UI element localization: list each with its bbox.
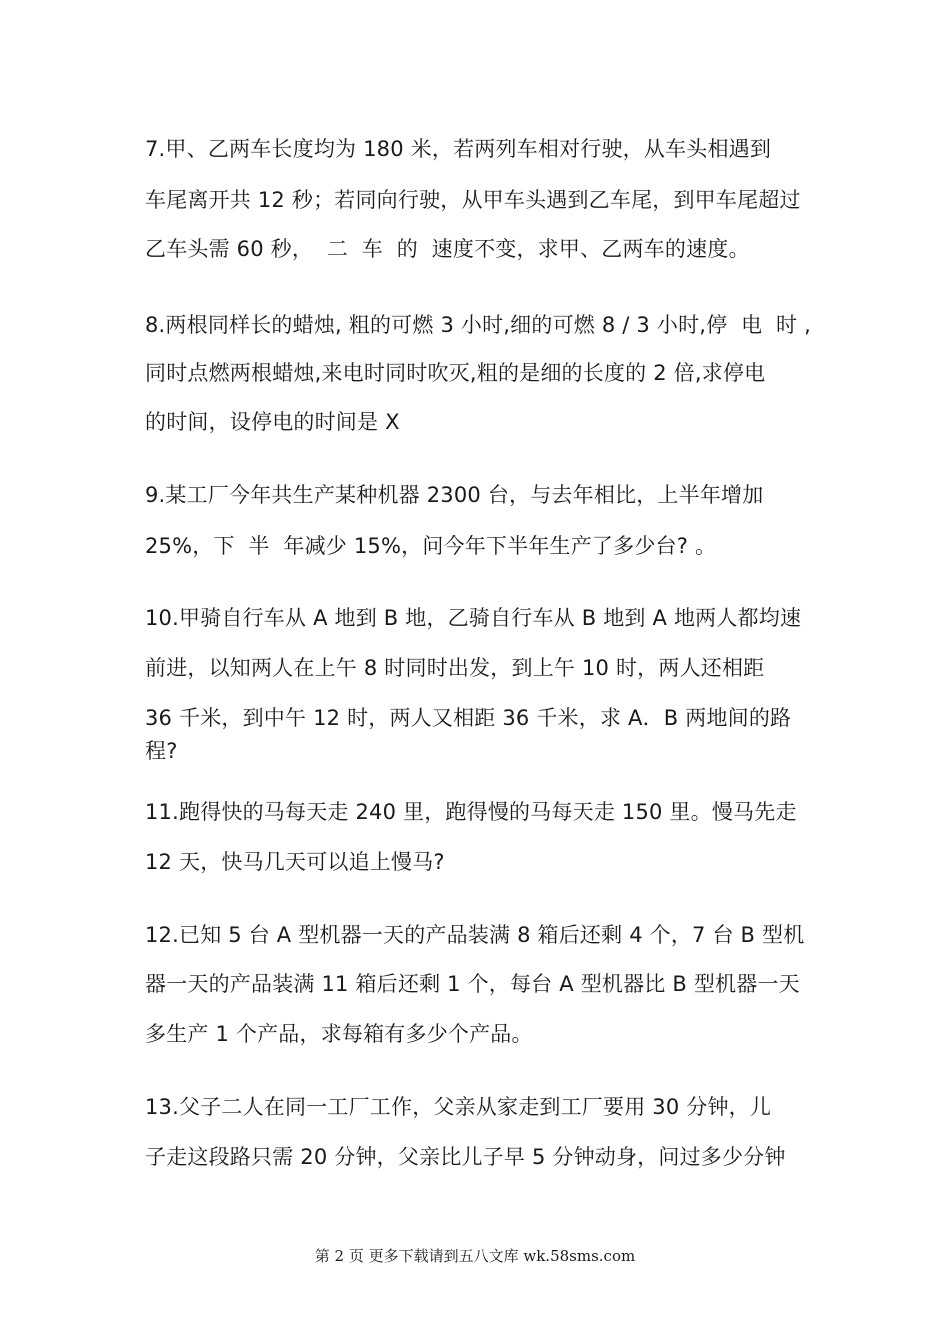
problem-line: 器一天的产品装满 11 箱后还剩 1 个，每台 A 型机器比 B 型机器一天 bbox=[145, 972, 800, 996]
problem-line: 10.甲骑自行车从 A 地到 B 地，乙骑自行车从 B 地到 A 地两人都均速 bbox=[145, 606, 802, 630]
problem-line: 同时点燃两根蜡烛,来电时同时吹灭,粗的是细的长度的 2 倍,求停电 bbox=[145, 361, 766, 385]
page-footer: 第 2 页 更多下载请到五八文库 wk.58sms.com bbox=[314, 1247, 636, 1265]
problem-line: 9.某工厂今年共生产某种机器 2300 台，与去年相比，上半年增加 bbox=[145, 483, 764, 507]
problem-line: 12 天，快马几天可以追上慢马? bbox=[145, 850, 445, 874]
problem-line: 多生产 1 个产品，求每箱有多少个产品。 bbox=[145, 1022, 533, 1046]
problem-line: 36 千米，到中午 12 时，两人又相距 36 千米，求 A．B 两地间的路 bbox=[145, 706, 792, 730]
problem-line: 12.已知 5 台 A 型机器一天的产品装满 8 箱后还剩 4 个，7 台 B 型机 bbox=[145, 923, 805, 947]
problem-line: 7.甲、乙两车长度均为 180 米，若两列车相对行驶，从车头相遇到 bbox=[145, 137, 772, 161]
problem-line: 前进，以知两人在上午 8 时同时出发，到上午 10 时，两人还相距 bbox=[145, 656, 765, 680]
problem-line: 13.父子二人在同一工厂工作，父亲从家走到工厂要用 30 分钟，儿 bbox=[145, 1095, 772, 1119]
problem-line: 25%，下 半 年减少 15%，问今年下半年生产了多少台? 。 bbox=[145, 534, 717, 558]
problem-line: 程? bbox=[145, 739, 178, 763]
problem-line: 车尾离开共 12 秒；若同向行驶，从甲车头遇到乙车尾，到甲车尾超过 bbox=[145, 188, 801, 212]
problem-line: 的时间，设停电的时间是 X bbox=[145, 410, 400, 434]
problem-line: 乙车头需 60 秒， 二 车 的 速度不变，求甲、乙两车的速度。 bbox=[145, 237, 750, 261]
problem-line: 子走这段路只需 20 分钟，父亲比儿子早 5 分钟动身，问过多少分钟 bbox=[145, 1145, 786, 1169]
problem-line: 8.两根同样长的蜡烛, 粗的可燃 3 小时,细的可燃 8 / 3 小时,停 电 时 , bbox=[145, 313, 811, 337]
problem-line: 11.跑得快的马每天走 240 里，跑得慢的马每天走 150 里。慢马先走 bbox=[145, 800, 797, 824]
